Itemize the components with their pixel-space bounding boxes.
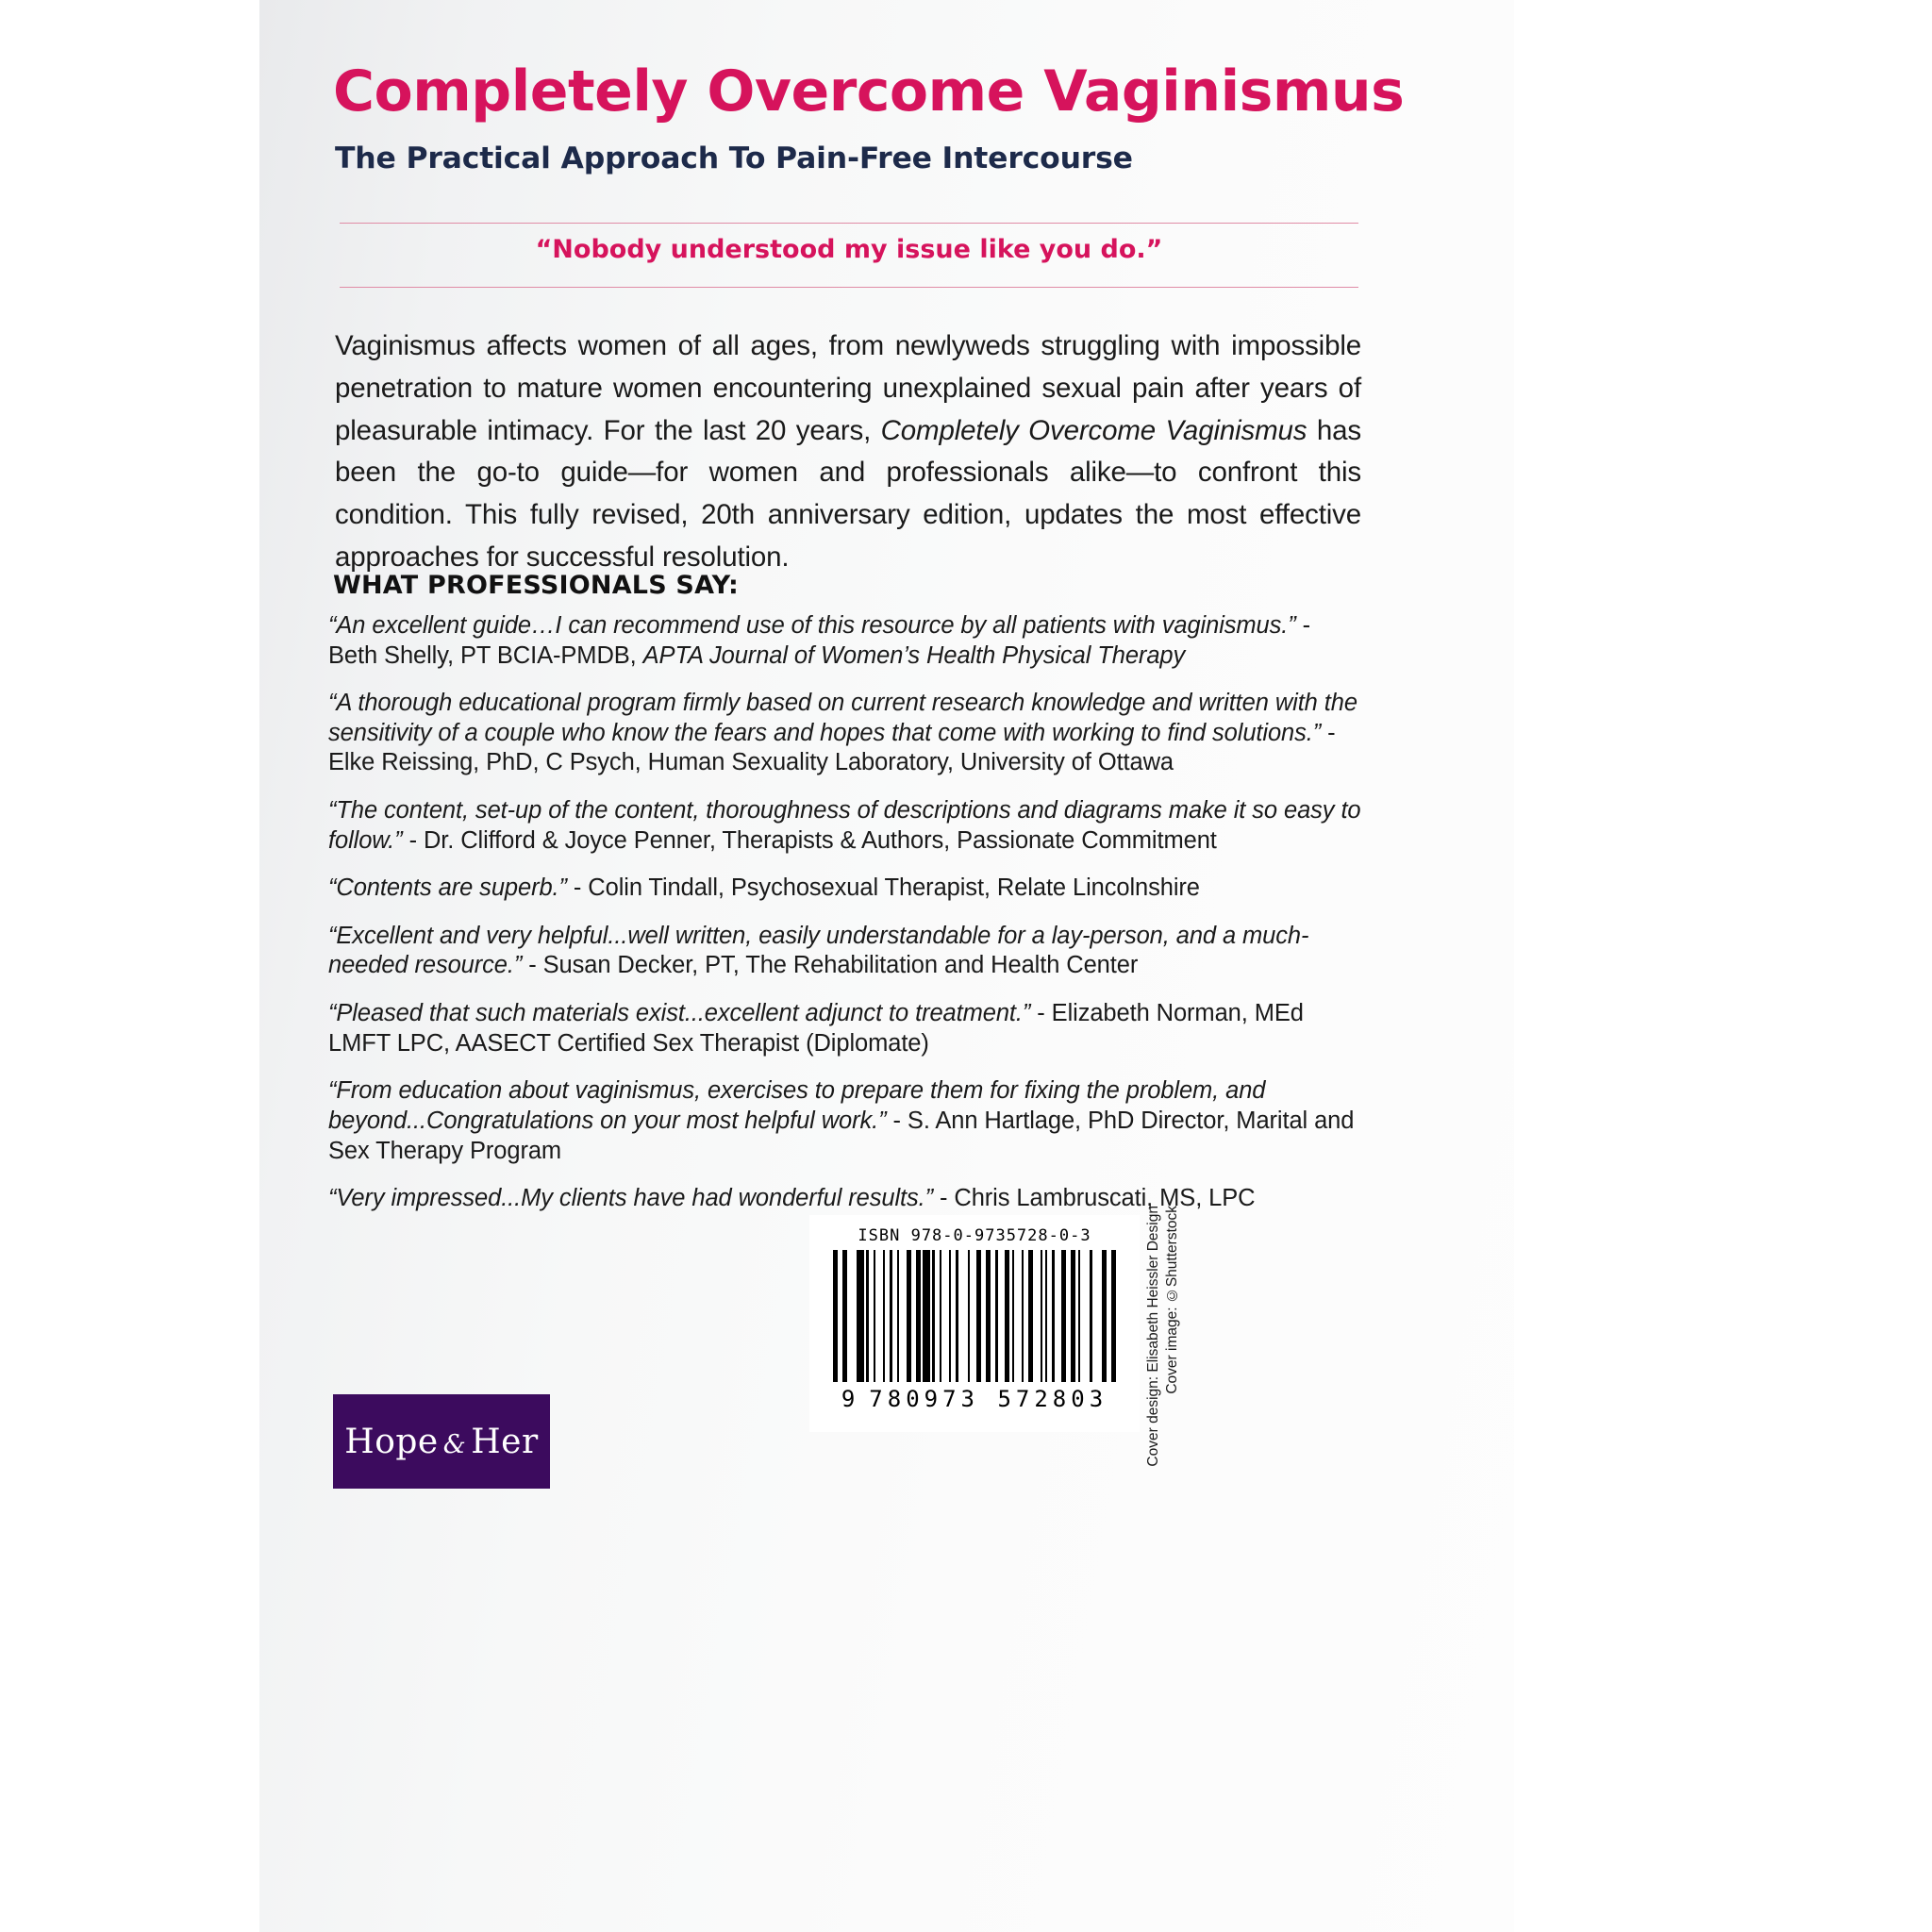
quote-text: “Excellent and very helpful...well written, easily understandable for a lay-person, and a much-needed resource.” bbox=[328, 922, 1309, 979]
publisher-name-right: Her bbox=[471, 1422, 539, 1461]
quote-attribution: - Beth Shelly, PT BCIA-PMDB, bbox=[328, 612, 1311, 669]
quote-attribution: - S. Ann Hartlage, PhD Director, Marital and Sex Therapy Program bbox=[328, 1107, 1355, 1164]
cover-credits bbox=[1144, 1206, 1184, 1467]
professionals-heading: WHAT PROFESSIONALS SAY: bbox=[333, 571, 739, 600]
list-item bbox=[328, 1076, 1366, 1166]
list-item bbox=[328, 922, 1366, 981]
isbn-label: ISBN 978-0-9735728-0-3 bbox=[858, 1226, 1091, 1245]
blurb-part-2: has been the go-to guide—for women and professionals alike—to confront this condition. This fully revised, 20th anniversary edition, updates the most effective approaches for successful resolution. bbox=[335, 414, 1361, 574]
list-item bbox=[328, 689, 1366, 778]
ampersand-glyph: & bbox=[442, 1429, 467, 1459]
list-item bbox=[328, 611, 1366, 671]
barcode-bars bbox=[833, 1250, 1116, 1382]
quote-text: “A thorough educational program firmly based on current research knowledge and written with the sensitivity of a couple who know the fears and hopes that come with working to find solutions.” bbox=[328, 690, 1357, 746]
quote-attribution: - Elke Reissing, PhD, C Psych, Human Sexuality Laboratory, University of Ottawa bbox=[328, 719, 1336, 776]
pull-quote: “Nobody understood my issue like you do.” bbox=[535, 235, 1163, 264]
barcode-digit-main: 780973 572803 bbox=[869, 1386, 1108, 1412]
quote-text: “From education about vaginismus, exercises to prepare them for fixing the problem, and beyond...Congratulations on your most helpful work.” bbox=[328, 1077, 1266, 1134]
quote-attribution: - Dr. Clifford & Joyce Penner, Therapists & Authors, Passionate Commitment bbox=[402, 826, 1217, 854]
book-title: Completely Overcome Vaginismus bbox=[333, 58, 1405, 125]
book-subtitle: The Practical Approach To Pain-Free Intercourse bbox=[335, 142, 1133, 175]
publisher-logo-text bbox=[344, 1423, 538, 1461]
quote-text: “An excellent guide…I can recommend use of this resource by all patients with vaginismus.” bbox=[328, 612, 1296, 639]
quote-attribution-italic: APTA Journal of Women’s Health Physical Therapy bbox=[642, 641, 1186, 669]
professional-quotes-list bbox=[328, 611, 1366, 1232]
list-item bbox=[328, 796, 1366, 856]
isbn-barcode bbox=[809, 1215, 1140, 1432]
list-item bbox=[328, 874, 1366, 904]
publisher-logo bbox=[333, 1394, 550, 1489]
quote-attribution: - Elizabeth Norman, MEd LMFT LPC, AASECT Certified Sex Therapist (Diplomate) bbox=[328, 1000, 1304, 1057]
barcode-digits bbox=[841, 1386, 1108, 1412]
quote-attribution: - Susan Decker, PT, The Rehabilitation and Health Center bbox=[522, 952, 1139, 979]
publisher-name-left: Hope bbox=[344, 1422, 439, 1461]
quote-text: “The content, set-up of the content, thoroughness of descriptions and diagrams make it so easy to follow.” bbox=[328, 797, 1361, 854]
quote-text: “Contents are superb.” bbox=[328, 874, 567, 902]
list-item bbox=[328, 1184, 1366, 1214]
blurb-title-italic: Completely Overcome Vaginismus bbox=[880, 414, 1307, 446]
quote-attribution: - Chris Lambruscati, MS, LPC bbox=[933, 1185, 1256, 1212]
pullquote-rule-top bbox=[340, 223, 1358, 224]
quote-text: “Very impressed...My clients have had wonderful results.” bbox=[328, 1185, 934, 1212]
blurb-part-1: Vaginismus affects women of all ages, from newlyweds struggling with impossible penetration to mature women encountering unexplained sexual pain after years of pleasurable intimacy. For the last 20 years, bbox=[335, 330, 1361, 446]
book-blurb bbox=[335, 325, 1361, 579]
pullquote-rule-bottom bbox=[340, 287, 1358, 288]
list-item bbox=[328, 999, 1366, 1058]
barcode-digit-lead: 9 bbox=[841, 1386, 860, 1412]
quote-attribution: - Colin Tindall, Psychosexual Therapist, Relate Lincolnshire bbox=[566, 874, 1200, 902]
cover-design-credit: Cover design: Elisabeth Heissler Design bbox=[1145, 1206, 1161, 1467]
quote-text: “Pleased that such materials exist...excellent adjunct to treatment.” bbox=[328, 1000, 1031, 1027]
cover-image-credit: Cover image: ©Shutterstock bbox=[1164, 1206, 1180, 1394]
book-back-cover bbox=[259, 0, 1514, 1932]
